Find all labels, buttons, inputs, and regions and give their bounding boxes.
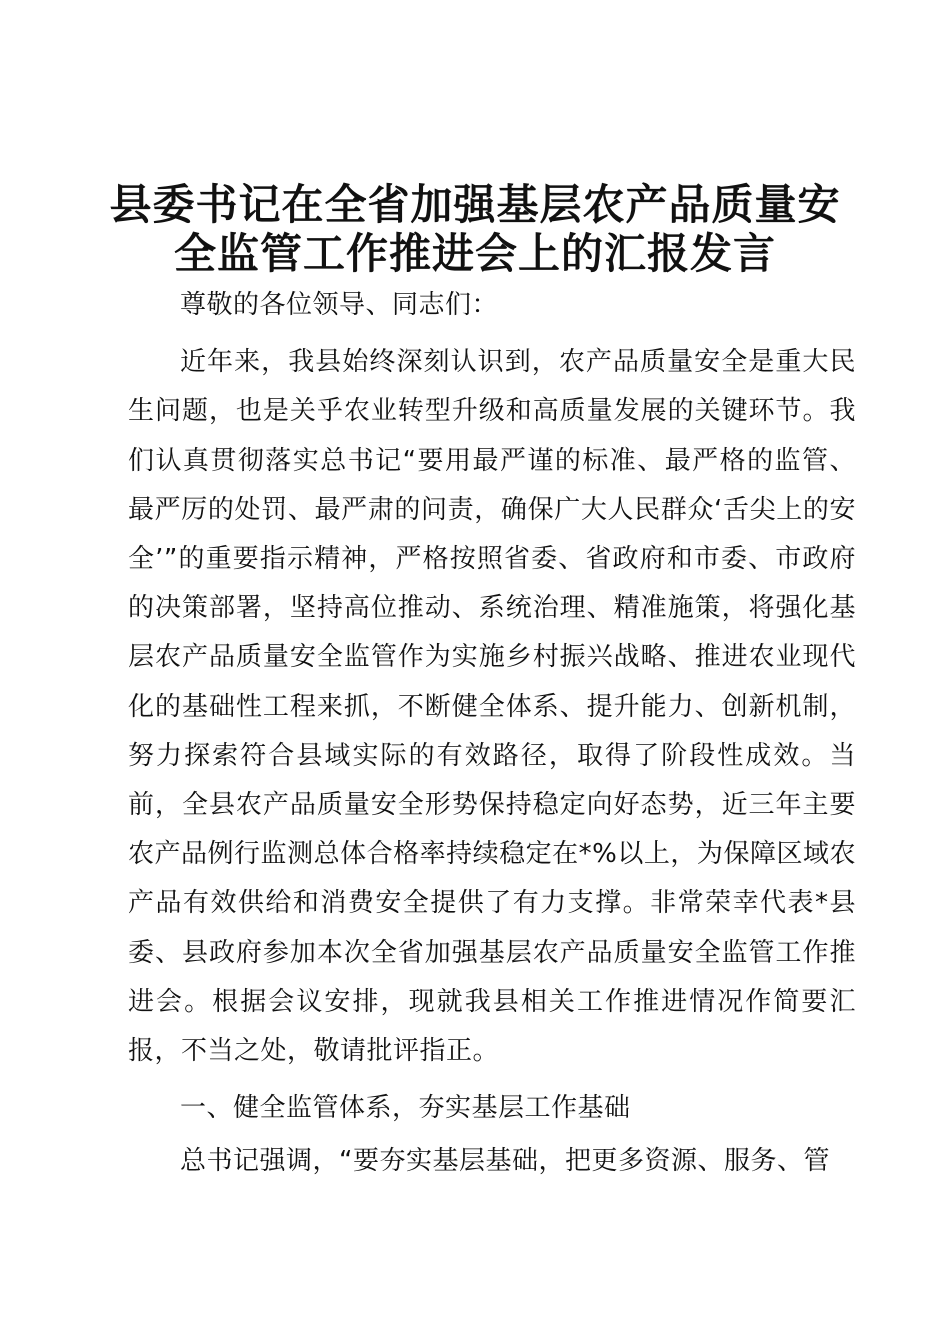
greeting: 尊敬的各位领导、同志们：	[180, 290, 499, 320]
document-title	[100, 180, 850, 278]
title-line-1: 县委书记在全省加强基层农产品质量安	[109, 180, 841, 229]
paragraph-intro: 近年来，我县始终深刻认识到，农产品质量安全是重大民生问题，也是关乎农业转型升级和高质量发展的关键环节。我们认真贯彻落实总书记“要用最严谨的标准、最严格的监管、最严厉的处罚、最严肃的问责，确保广大人民群众‘舌尖上的安全’”的重要指示精神，严格按照省委、省政府和市委、市政府的决策部署，坚持高位推动、系统治理、精准施策，将强化基层农产品质量安全监管作为实施乡村振兴战略、推进农业现代化的基础性工程来抓，不断健全体系、提升能力、创新机制，努力探索符合县域实际的有效路径，取得了阶段性成效。当前，全县农产品质量安全形势保持稳定向好态势，近三年主要农产品例行监测总体合格率持续稳定在*%以上，为保障区域农产品有效供给和消费安全提供了有力支撑。非常荣幸代表*县委、县政府参加本次全省加强基层农产品质量安全监管工作推进会。根据会议安排，现就我县相关工作推进情况作简要汇报，不当之处，敬请批评指正。	[128, 347, 856, 1067]
paragraph-section-1: 总书记强调，“要夯实基层基础，把更多资源、服务、管	[180, 1146, 830, 1177]
section-heading-1: 一、健全监管体系，夯实基层工作基础	[180, 1093, 631, 1124]
title-line-2: 全监管工作推进会上的汇报发言	[173, 229, 776, 278]
document-body	[128, 281, 856, 1187]
